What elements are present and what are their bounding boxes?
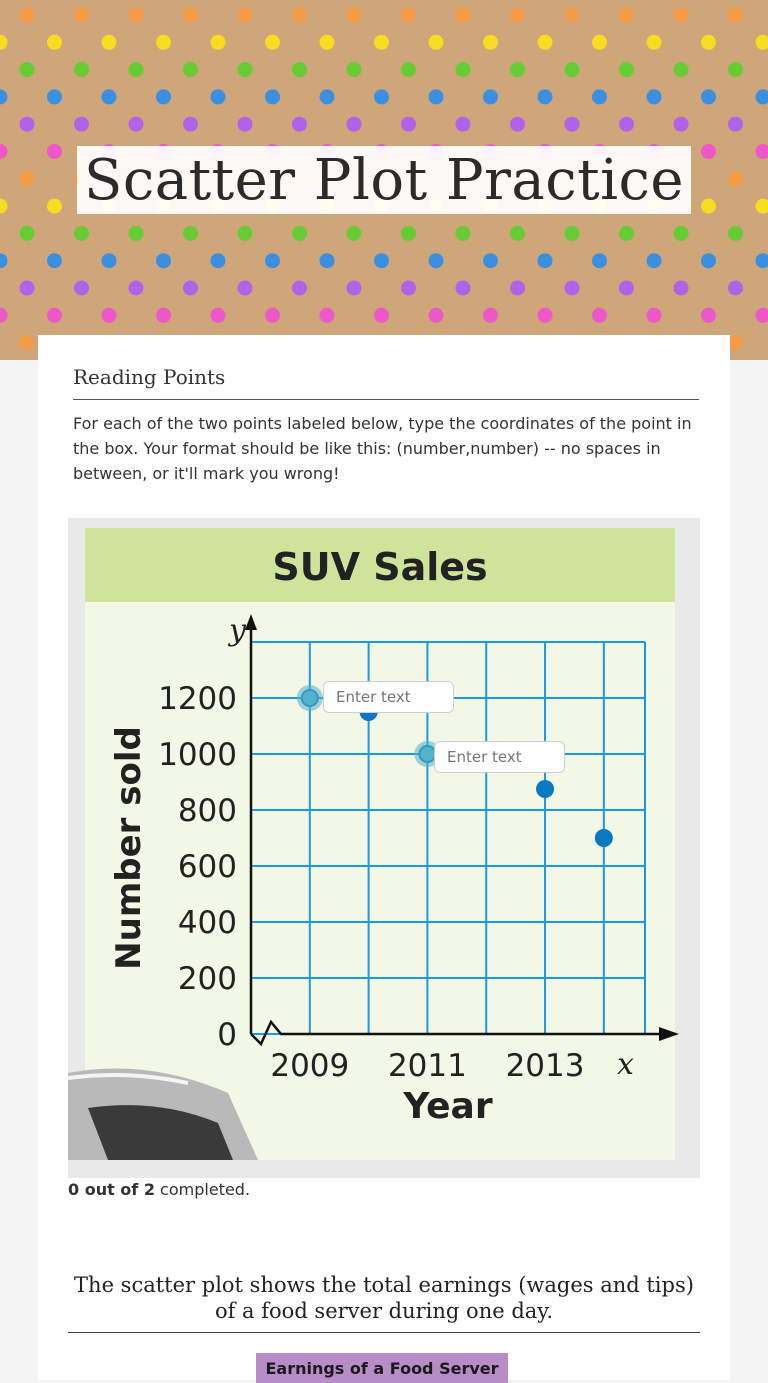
y-axis-letter: y xyxy=(227,613,247,648)
polka-dot xyxy=(756,199,768,214)
polka-dot xyxy=(619,8,634,23)
y-axis-title: Number sold xyxy=(109,726,149,970)
polka-dot xyxy=(74,281,89,296)
polka-dot xyxy=(401,62,416,77)
polka-dot xyxy=(374,35,389,50)
polka-dot xyxy=(292,117,307,132)
polka-dot xyxy=(429,35,444,50)
polka-dot xyxy=(456,281,471,296)
polka-dot xyxy=(565,117,580,132)
polka-dot xyxy=(347,226,362,241)
polka-dot xyxy=(47,308,62,323)
polka-dot xyxy=(728,62,743,77)
polka-dot xyxy=(129,281,144,296)
polka-dot xyxy=(320,35,335,50)
polka-dot xyxy=(456,117,471,132)
polka-dot xyxy=(102,89,117,104)
polka-dot xyxy=(728,8,743,23)
x-axis-letter: x xyxy=(617,1047,634,1082)
x-tick-label: 2011 xyxy=(388,1048,467,1084)
chart-title: SUV Sales xyxy=(272,545,487,589)
polka-dot xyxy=(728,171,743,186)
polka-dot xyxy=(483,308,498,323)
y-tick-label: 600 xyxy=(178,849,237,885)
polka-dot xyxy=(265,35,280,50)
polka-dot xyxy=(47,144,62,159)
polka-dot xyxy=(183,8,198,23)
polka-dot xyxy=(429,308,444,323)
polka-dot xyxy=(701,253,716,268)
x-tick-label: 2009 xyxy=(270,1048,349,1084)
polka-dot xyxy=(429,89,444,104)
polka-dot xyxy=(565,226,580,241)
polka-dot xyxy=(183,117,198,132)
polka-dot xyxy=(538,253,553,268)
polka-dot xyxy=(701,89,716,104)
polka-dot xyxy=(674,226,689,241)
polka-dot xyxy=(538,89,553,104)
polka-dot xyxy=(292,281,307,296)
polka-dot xyxy=(129,8,144,23)
polka-dot xyxy=(429,253,444,268)
polka-dot xyxy=(211,35,226,50)
polka-dot xyxy=(565,281,580,296)
polka-dot xyxy=(0,89,8,104)
labeled-point-dot xyxy=(420,747,434,761)
polka-dot xyxy=(320,89,335,104)
polka-dot xyxy=(265,253,280,268)
polka-dot xyxy=(483,35,498,50)
polka-dot xyxy=(456,62,471,77)
polka-dot xyxy=(47,253,62,268)
polka-dot xyxy=(565,62,580,77)
polka-dot xyxy=(265,89,280,104)
polka-dot xyxy=(238,281,253,296)
polka-dot xyxy=(320,308,335,323)
y-tick-label: 800 xyxy=(178,793,237,829)
polka-dot xyxy=(483,89,498,104)
header-banner xyxy=(0,0,768,360)
polka-dot xyxy=(756,144,768,159)
polka-dot xyxy=(483,253,498,268)
polka-dot xyxy=(20,171,35,186)
polka-dot xyxy=(619,62,634,77)
polka-dot xyxy=(347,281,362,296)
earnings-chart-title: Earnings of a Food Server xyxy=(256,1353,508,1383)
polka-dot xyxy=(565,8,580,23)
polka-dot xyxy=(102,308,117,323)
polka-dot xyxy=(647,35,662,50)
polka-dot xyxy=(401,8,416,23)
polka-dot xyxy=(292,226,307,241)
polka-dot xyxy=(674,117,689,132)
polka-dot xyxy=(211,308,226,323)
polka-dot xyxy=(647,253,662,268)
polka-dot xyxy=(374,253,389,268)
polka-dot xyxy=(320,253,335,268)
completion-label: completed. xyxy=(155,1180,250,1199)
suv-sales-chart xyxy=(68,518,700,1178)
polka-dot xyxy=(619,226,634,241)
polka-dot xyxy=(347,8,362,23)
polka-dot xyxy=(756,253,768,268)
polka-dot xyxy=(238,8,253,23)
polka-dot xyxy=(20,281,35,296)
polka-dot xyxy=(129,117,144,132)
polka-dot xyxy=(211,253,226,268)
polka-dot xyxy=(0,308,8,323)
polka-dot xyxy=(510,226,525,241)
polka-dot xyxy=(0,199,8,214)
polka-dot xyxy=(701,144,716,159)
polka-dot xyxy=(156,253,171,268)
instructions-text: For each of the two points labeled below, type the coordinates of the point in the box. Your format should be like this: (number,number) -- no spaces in between, or it'll mark you wrong! xyxy=(73,411,701,486)
polka-dot xyxy=(592,35,607,50)
polka-dot xyxy=(510,8,525,23)
polka-dot xyxy=(183,226,198,241)
polka-dot xyxy=(0,35,8,50)
polka-dot xyxy=(538,35,553,50)
polka-dot xyxy=(0,253,8,268)
polka-dot xyxy=(674,281,689,296)
polka-dot xyxy=(265,308,280,323)
polka-dot xyxy=(156,89,171,104)
polka-dot xyxy=(74,117,89,132)
polka-dot xyxy=(292,62,307,77)
polka-dot xyxy=(292,8,307,23)
polka-dot xyxy=(374,89,389,104)
x-axis-title: Year xyxy=(402,1086,492,1127)
point-answer-input-2[interactable] xyxy=(434,741,565,773)
polka-dot xyxy=(20,335,35,350)
polka-dot xyxy=(401,281,416,296)
earnings-description: The scatter plot shows the total earnings (wages and tips) of a food server during one day. xyxy=(68,1272,700,1333)
polka-dot xyxy=(510,281,525,296)
polka-dot xyxy=(647,308,662,323)
polka-dot xyxy=(592,89,607,104)
scatter-plot-svg xyxy=(68,518,700,1178)
polka-dot xyxy=(156,308,171,323)
worksheet-card xyxy=(38,335,730,1380)
page-title-box xyxy=(77,146,691,214)
data-point xyxy=(536,780,554,798)
completion-status xyxy=(68,1180,250,1199)
section-heading-reading-points: Reading Points xyxy=(73,365,699,400)
polka-dot xyxy=(619,117,634,132)
polka-dot xyxy=(619,281,634,296)
polka-dot xyxy=(728,226,743,241)
polka-dot xyxy=(47,199,62,214)
polka-dot xyxy=(74,8,89,23)
y-tick-label: 400 xyxy=(178,905,237,941)
polka-dot xyxy=(238,226,253,241)
y-tick-label: 1000 xyxy=(158,737,237,773)
polka-dot xyxy=(674,8,689,23)
polka-dot xyxy=(538,308,553,323)
polka-dot xyxy=(756,89,768,104)
polka-dot xyxy=(401,117,416,132)
polka-dot xyxy=(510,62,525,77)
completion-count: 0 out of 2 xyxy=(68,1180,155,1199)
polka-dot xyxy=(374,308,389,323)
polka-dot xyxy=(456,226,471,241)
labeled-point-dot xyxy=(303,691,317,705)
point-answer-input-1[interactable] xyxy=(323,681,454,713)
polka-dot xyxy=(183,62,198,77)
polka-dot xyxy=(20,62,35,77)
polka-dot xyxy=(510,117,525,132)
polka-dot xyxy=(102,35,117,50)
polka-dot xyxy=(238,62,253,77)
polka-dot xyxy=(74,62,89,77)
data-point xyxy=(595,829,613,847)
polka-dot xyxy=(0,144,8,159)
chart-panel xyxy=(85,528,675,1160)
polka-dot xyxy=(347,62,362,77)
polka-dot xyxy=(129,226,144,241)
polka-dot xyxy=(211,89,226,104)
polka-dot xyxy=(701,35,716,50)
polka-dot xyxy=(47,35,62,50)
polka-dot xyxy=(728,281,743,296)
polka-dot xyxy=(238,117,253,132)
polka-dot xyxy=(701,308,716,323)
polka-dot xyxy=(728,335,743,350)
y-tick-label: 1200 xyxy=(158,681,237,717)
polka-dot xyxy=(156,35,171,50)
polka-dot xyxy=(756,308,768,323)
polka-dot xyxy=(592,253,607,268)
polka-dot xyxy=(674,62,689,77)
y-tick-label: 0 xyxy=(217,1017,237,1053)
polka-dot xyxy=(456,8,471,23)
polka-dot xyxy=(728,117,743,132)
polka-dot xyxy=(756,35,768,50)
polka-dot xyxy=(401,226,416,241)
polka-dot xyxy=(701,199,716,214)
x-tick-label: 2013 xyxy=(506,1048,585,1084)
polka-dot xyxy=(647,89,662,104)
polka-dot xyxy=(20,117,35,132)
polka-dot xyxy=(20,226,35,241)
polka-dot xyxy=(47,89,62,104)
polka-dot xyxy=(129,62,144,77)
y-tick-label: 200 xyxy=(178,961,237,997)
page-title: Scatter Plot Practice xyxy=(84,148,684,213)
polka-dot xyxy=(102,253,117,268)
polka-dot xyxy=(347,117,362,132)
polka-dot xyxy=(592,308,607,323)
polka-dot xyxy=(20,8,35,23)
polka-dot xyxy=(183,281,198,296)
polka-dot xyxy=(74,226,89,241)
